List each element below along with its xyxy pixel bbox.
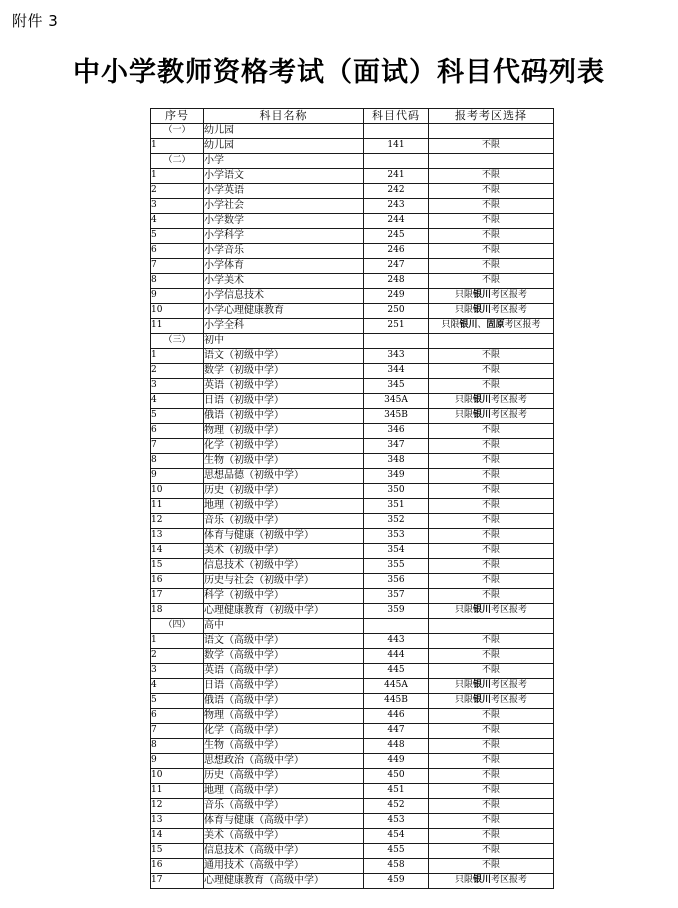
cell-subject-code: 245 — [364, 229, 429, 244]
table-row — [151, 454, 554, 469]
cell-subject-code: 443 — [364, 634, 429, 649]
cell-subject-name: 科学（初级中学） — [204, 589, 364, 604]
region-name: 银川 — [472, 875, 491, 886]
cell-subject-name: 心理健康教育（高级中学） — [204, 874, 364, 889]
cell-no: 9 — [151, 289, 204, 304]
region-name: 银川 — [472, 680, 491, 691]
cell-subject-name: 地理（初级中学） — [204, 499, 364, 514]
column-header-name: 科目名称 — [204, 109, 364, 124]
table-section-row — [151, 154, 554, 169]
cell-no: 7 — [151, 724, 204, 739]
cell-subject-name: 英语（初级中学） — [204, 379, 364, 394]
cell-exam-area: 不限 — [429, 514, 554, 529]
table-header — [151, 109, 554, 124]
table-row — [151, 244, 554, 259]
cell-subject-code: 354 — [364, 544, 429, 559]
cell-subject-name: 日语（高级中学） — [204, 679, 364, 694]
table-row — [151, 394, 554, 409]
cell-exam-area: 只限银川考区报考 — [429, 679, 554, 694]
cell-subject-code: 347 — [364, 439, 429, 454]
table-row — [151, 859, 554, 874]
cell-exam-area: 只限银川考区报考 — [429, 604, 554, 619]
cell-exam-area: 不限 — [429, 739, 554, 754]
cell-subject-name: 音乐（初级中学） — [204, 514, 364, 529]
table-row — [151, 514, 554, 529]
cell-no: 8 — [151, 454, 204, 469]
cell-subject-code: 349 — [364, 469, 429, 484]
cell-subject-name: 信息技术（初级中学） — [204, 559, 364, 574]
table-row — [151, 439, 554, 454]
cell-exam-area: 不限 — [429, 259, 554, 274]
cell-subject-name: 幼儿园 — [204, 139, 364, 154]
cell-exam-area: 不限 — [429, 649, 554, 664]
cell-subject-code: 350 — [364, 484, 429, 499]
cell-no: 16 — [151, 859, 204, 874]
cell-exam-area: 不限 — [429, 364, 554, 379]
cell-subject-code: 242 — [364, 184, 429, 199]
cell-subject-name: 小学英语 — [204, 184, 364, 199]
table-row — [151, 649, 554, 664]
cell-no: 11 — [151, 319, 204, 334]
table-row — [151, 754, 554, 769]
attachment-label: 附件 3 — [12, 12, 59, 30]
cell-exam-area: 不限 — [429, 814, 554, 829]
cell-exam-area — [429, 124, 554, 139]
cell-no: 6 — [151, 424, 204, 439]
cell-subject-code: 353 — [364, 529, 429, 544]
cell-exam-area: 不限 — [429, 139, 554, 154]
cell-no: 3 — [151, 199, 204, 214]
cell-subject-name: 小学音乐 — [204, 244, 364, 259]
cell-subject-name: 体育与健康（高级中学） — [204, 814, 364, 829]
cell-no: 5 — [151, 694, 204, 709]
table-row — [151, 409, 554, 424]
cell-subject-code: 250 — [364, 304, 429, 319]
table-row — [151, 874, 554, 889]
table-row — [151, 544, 554, 559]
table-row — [151, 304, 554, 319]
cell-exam-area: 不限 — [429, 559, 554, 574]
cell-subject-name: 生物（高级中学） — [204, 739, 364, 754]
cell-no: 9 — [151, 469, 204, 484]
cell-no: 6 — [151, 244, 204, 259]
table-row — [151, 634, 554, 649]
cell-exam-area: 不限 — [429, 754, 554, 769]
cell-exam-area: 不限 — [429, 829, 554, 844]
cell-subject-name: 高中 — [204, 619, 364, 634]
cell-no: （一） — [151, 124, 204, 139]
cell-no: 3 — [151, 379, 204, 394]
cell-exam-area: 不限 — [429, 574, 554, 589]
cell-subject-code: 346 — [364, 424, 429, 439]
cell-no: （三） — [151, 334, 204, 349]
cell-no: 1 — [151, 349, 204, 364]
cell-exam-area: 只限银川考区报考 — [429, 289, 554, 304]
cell-no: 4 — [151, 394, 204, 409]
cell-subject-code: 251 — [364, 319, 429, 334]
cell-subject-code: 444 — [364, 649, 429, 664]
table-header-row — [151, 109, 554, 124]
cell-no: 16 — [151, 574, 204, 589]
cell-subject-code: 453 — [364, 814, 429, 829]
table-row — [151, 589, 554, 604]
cell-subject-name: 生物（初级中学） — [204, 454, 364, 469]
cell-subject-name: 语文（高级中学） — [204, 634, 364, 649]
cell-exam-area: 不限 — [429, 439, 554, 454]
cell-no: 9 — [151, 754, 204, 769]
region-name: 银川 — [472, 305, 491, 316]
cell-subject-name: 幼儿园 — [204, 124, 364, 139]
cell-subject-name: 心理健康教育（初级中学） — [204, 604, 364, 619]
cell-exam-area: 不限 — [429, 724, 554, 739]
cell-no: 1 — [151, 139, 204, 154]
table-row — [151, 844, 554, 859]
cell-subject-code — [364, 124, 429, 139]
region-name: 银川 — [472, 290, 491, 301]
cell-subject-code: 246 — [364, 244, 429, 259]
table-row — [151, 319, 554, 334]
cell-subject-code: 348 — [364, 454, 429, 469]
cell-subject-code: 446 — [364, 709, 429, 724]
cell-subject-name: 小学全科 — [204, 319, 364, 334]
cell-no: 15 — [151, 844, 204, 859]
cell-exam-area: 不限 — [429, 379, 554, 394]
cell-no: 18 — [151, 604, 204, 619]
cell-exam-area: 不限 — [429, 769, 554, 784]
table-row — [151, 664, 554, 679]
cell-subject-code: 248 — [364, 274, 429, 289]
cell-subject-code: 447 — [364, 724, 429, 739]
cell-subject-code: 357 — [364, 589, 429, 604]
cell-no: （四） — [151, 619, 204, 634]
table-row — [151, 184, 554, 199]
cell-subject-name: 体育与健康（初级中学） — [204, 529, 364, 544]
cell-subject-code: 241 — [364, 169, 429, 184]
cell-subject-name: 信息技术（高级中学） — [204, 844, 364, 859]
cell-subject-code: 344 — [364, 364, 429, 379]
region-name: 银川 — [472, 395, 491, 406]
table-row — [151, 499, 554, 514]
cell-no: 13 — [151, 529, 204, 544]
cell-no: 11 — [151, 784, 204, 799]
cell-no: 5 — [151, 229, 204, 244]
table-row — [151, 229, 554, 244]
table-row — [151, 739, 554, 754]
cell-subject-name: 数学（高级中学） — [204, 649, 364, 664]
cell-subject-name: 日语（初级中学） — [204, 394, 364, 409]
table-row — [151, 274, 554, 289]
cell-subject-code: 458 — [364, 859, 429, 874]
table-row — [151, 259, 554, 274]
cell-no: 7 — [151, 439, 204, 454]
cell-subject-code — [364, 334, 429, 349]
cell-no: 12 — [151, 514, 204, 529]
cell-exam-area: 只限银川考区报考 — [429, 409, 554, 424]
cell-subject-code: 445B — [364, 694, 429, 709]
cell-subject-code — [364, 619, 429, 634]
cell-subject-name: 小学信息技术 — [204, 289, 364, 304]
cell-subject-name: 语文（初级中学） — [204, 349, 364, 364]
cell-subject-name: 化学（初级中学） — [204, 439, 364, 454]
cell-subject-code: 451 — [364, 784, 429, 799]
cell-exam-area: 不限 — [429, 199, 554, 214]
region-name: 银川 — [459, 320, 478, 331]
cell-no: 12 — [151, 799, 204, 814]
cell-no: 10 — [151, 304, 204, 319]
cell-subject-name: 历史与社会（初级中学） — [204, 574, 364, 589]
cell-exam-area: 不限 — [429, 529, 554, 544]
cell-subject-code: 459 — [364, 874, 429, 889]
cell-subject-code: 454 — [364, 829, 429, 844]
cell-exam-area — [429, 154, 554, 169]
table-row — [151, 169, 554, 184]
cell-no: （二） — [151, 154, 204, 169]
cell-exam-area: 不限 — [429, 709, 554, 724]
cell-exam-area: 不限 — [429, 544, 554, 559]
cell-subject-code: 449 — [364, 754, 429, 769]
cell-subject-name: 小学美术 — [204, 274, 364, 289]
cell-exam-area: 不限 — [429, 799, 554, 814]
cell-subject-code: 448 — [364, 739, 429, 754]
table-section-row — [151, 619, 554, 634]
cell-exam-area: 不限 — [429, 784, 554, 799]
cell-exam-area: 不限 — [429, 664, 554, 679]
cell-subject-name: 历史（初级中学） — [204, 484, 364, 499]
table-row — [151, 814, 554, 829]
subject-code-table-container — [150, 108, 553, 889]
cell-subject-name: 俄语（初级中学） — [204, 409, 364, 424]
cell-no: 8 — [151, 739, 204, 754]
cell-subject-code — [364, 154, 429, 169]
cell-no: 2 — [151, 184, 204, 199]
region-name: 银川 — [472, 410, 491, 421]
cell-no: 11 — [151, 499, 204, 514]
cell-subject-code: 141 — [364, 139, 429, 154]
table-row — [151, 709, 554, 724]
table-section-row — [151, 124, 554, 139]
subject-code-table — [150, 108, 554, 889]
cell-subject-code: 345A — [364, 394, 429, 409]
cell-no: 10 — [151, 769, 204, 784]
table-body — [151, 124, 554, 889]
table-row — [151, 469, 554, 484]
cell-exam-area: 不限 — [429, 274, 554, 289]
cell-exam-area: 只限银川考区报考 — [429, 694, 554, 709]
cell-subject-code: 455 — [364, 844, 429, 859]
table-row — [151, 379, 554, 394]
cell-exam-area: 不限 — [429, 424, 554, 439]
cell-subject-name: 小学体育 — [204, 259, 364, 274]
table-row — [151, 574, 554, 589]
cell-no: 10 — [151, 484, 204, 499]
cell-no: 3 — [151, 664, 204, 679]
cell-subject-code: 351 — [364, 499, 429, 514]
cell-exam-area: 不限 — [429, 169, 554, 184]
cell-no: 14 — [151, 544, 204, 559]
cell-subject-name: 小学数学 — [204, 214, 364, 229]
table-row — [151, 799, 554, 814]
table-row — [151, 364, 554, 379]
cell-exam-area: 只限银川考区报考 — [429, 304, 554, 319]
cell-exam-area: 不限 — [429, 454, 554, 469]
cell-subject-name: 音乐（高级中学） — [204, 799, 364, 814]
cell-exam-area: 只限银川考区报考 — [429, 874, 554, 889]
cell-exam-area: 不限 — [429, 589, 554, 604]
cell-subject-name: 数学（初级中学） — [204, 364, 364, 379]
table-row — [151, 214, 554, 229]
cell-subject-name: 小学语文 — [204, 169, 364, 184]
cell-subject-name: 思想品德（初级中学） — [204, 469, 364, 484]
cell-exam-area: 不限 — [429, 634, 554, 649]
table-row — [151, 784, 554, 799]
region-name: 银川 — [472, 605, 491, 616]
cell-subject-code: 244 — [364, 214, 429, 229]
cell-no: 2 — [151, 364, 204, 379]
cell-exam-area: 不限 — [429, 859, 554, 874]
cell-subject-code: 345 — [364, 379, 429, 394]
cell-subject-code: 356 — [364, 574, 429, 589]
cell-subject-code: 450 — [364, 769, 429, 784]
cell-subject-name: 英语（高级中学） — [204, 664, 364, 679]
table-row — [151, 724, 554, 739]
table-row — [151, 679, 554, 694]
cell-exam-area: 不限 — [429, 484, 554, 499]
cell-subject-name: 物理（高级中学） — [204, 709, 364, 724]
cell-no: 5 — [151, 409, 204, 424]
cell-exam-area: 只限银川、固原考区报考 — [429, 319, 554, 334]
cell-exam-area: 不限 — [429, 229, 554, 244]
cell-subject-name: 思想政治（高级中学） — [204, 754, 364, 769]
table-row — [151, 769, 554, 784]
cell-no: 14 — [151, 829, 204, 844]
table-row — [151, 529, 554, 544]
table-row — [151, 139, 554, 154]
cell-subject-name: 俄语（高级中学） — [204, 694, 364, 709]
table-row — [151, 604, 554, 619]
cell-subject-name: 初中 — [204, 334, 364, 349]
cell-exam-area: 不限 — [429, 244, 554, 259]
cell-no: 15 — [151, 559, 204, 574]
cell-subject-code: 355 — [364, 559, 429, 574]
table-row — [151, 424, 554, 439]
cell-subject-code: 352 — [364, 514, 429, 529]
cell-subject-name: 化学（高级中学） — [204, 724, 364, 739]
table-row — [151, 199, 554, 214]
table-row — [151, 349, 554, 364]
cell-subject-name: 物理（初级中学） — [204, 424, 364, 439]
cell-exam-area: 不限 — [429, 844, 554, 859]
region-name: 固原 — [486, 320, 505, 331]
cell-subject-code: 247 — [364, 259, 429, 274]
cell-subject-code: 345B — [364, 409, 429, 424]
cell-no: 17 — [151, 874, 204, 889]
table-row — [151, 289, 554, 304]
cell-subject-code: 359 — [364, 604, 429, 619]
column-header-code: 科目代码 — [364, 109, 429, 124]
column-header-no: 序号 — [151, 109, 204, 124]
cell-exam-area: 不限 — [429, 349, 554, 364]
cell-no: 2 — [151, 649, 204, 664]
cell-subject-code: 452 — [364, 799, 429, 814]
cell-exam-area — [429, 619, 554, 634]
cell-subject-name: 小学社会 — [204, 199, 364, 214]
cell-exam-area: 不限 — [429, 184, 554, 199]
table-row — [151, 484, 554, 499]
cell-subject-code: 445A — [364, 679, 429, 694]
cell-subject-name: 小学科学 — [204, 229, 364, 244]
cell-exam-area: 不限 — [429, 499, 554, 514]
cell-exam-area — [429, 334, 554, 349]
cell-subject-code: 343 — [364, 349, 429, 364]
cell-subject-name: 小学 — [204, 154, 364, 169]
cell-no: 1 — [151, 634, 204, 649]
cell-subject-code: 243 — [364, 199, 429, 214]
cell-no: 4 — [151, 214, 204, 229]
cell-no: 8 — [151, 274, 204, 289]
cell-subject-name: 地理（高级中学） — [204, 784, 364, 799]
cell-no: 4 — [151, 679, 204, 694]
table-row — [151, 694, 554, 709]
column-header-area: 报考考区选择 — [429, 109, 554, 124]
region-name: 银川 — [472, 695, 491, 706]
page-title: 中小学教师资格考试（面试）科目代码列表 — [73, 57, 605, 88]
cell-subject-name: 小学心理健康教育 — [204, 304, 364, 319]
cell-subject-name: 美术（初级中学） — [204, 544, 364, 559]
cell-subject-code: 249 — [364, 289, 429, 304]
cell-subject-code: 445 — [364, 664, 429, 679]
cell-exam-area: 不限 — [429, 469, 554, 484]
table-section-row — [151, 334, 554, 349]
cell-no: 13 — [151, 814, 204, 829]
table-row — [151, 559, 554, 574]
cell-exam-area: 只限银川考区报考 — [429, 394, 554, 409]
cell-subject-name: 通用技术（高级中学） — [204, 859, 364, 874]
cell-subject-name: 美术（高级中学） — [204, 829, 364, 844]
cell-no: 1 — [151, 169, 204, 184]
cell-no: 7 — [151, 259, 204, 274]
cell-no: 17 — [151, 589, 204, 604]
cell-no: 6 — [151, 709, 204, 724]
table-row — [151, 829, 554, 844]
cell-subject-name: 历史（高级中学） — [204, 769, 364, 784]
cell-exam-area: 不限 — [429, 214, 554, 229]
